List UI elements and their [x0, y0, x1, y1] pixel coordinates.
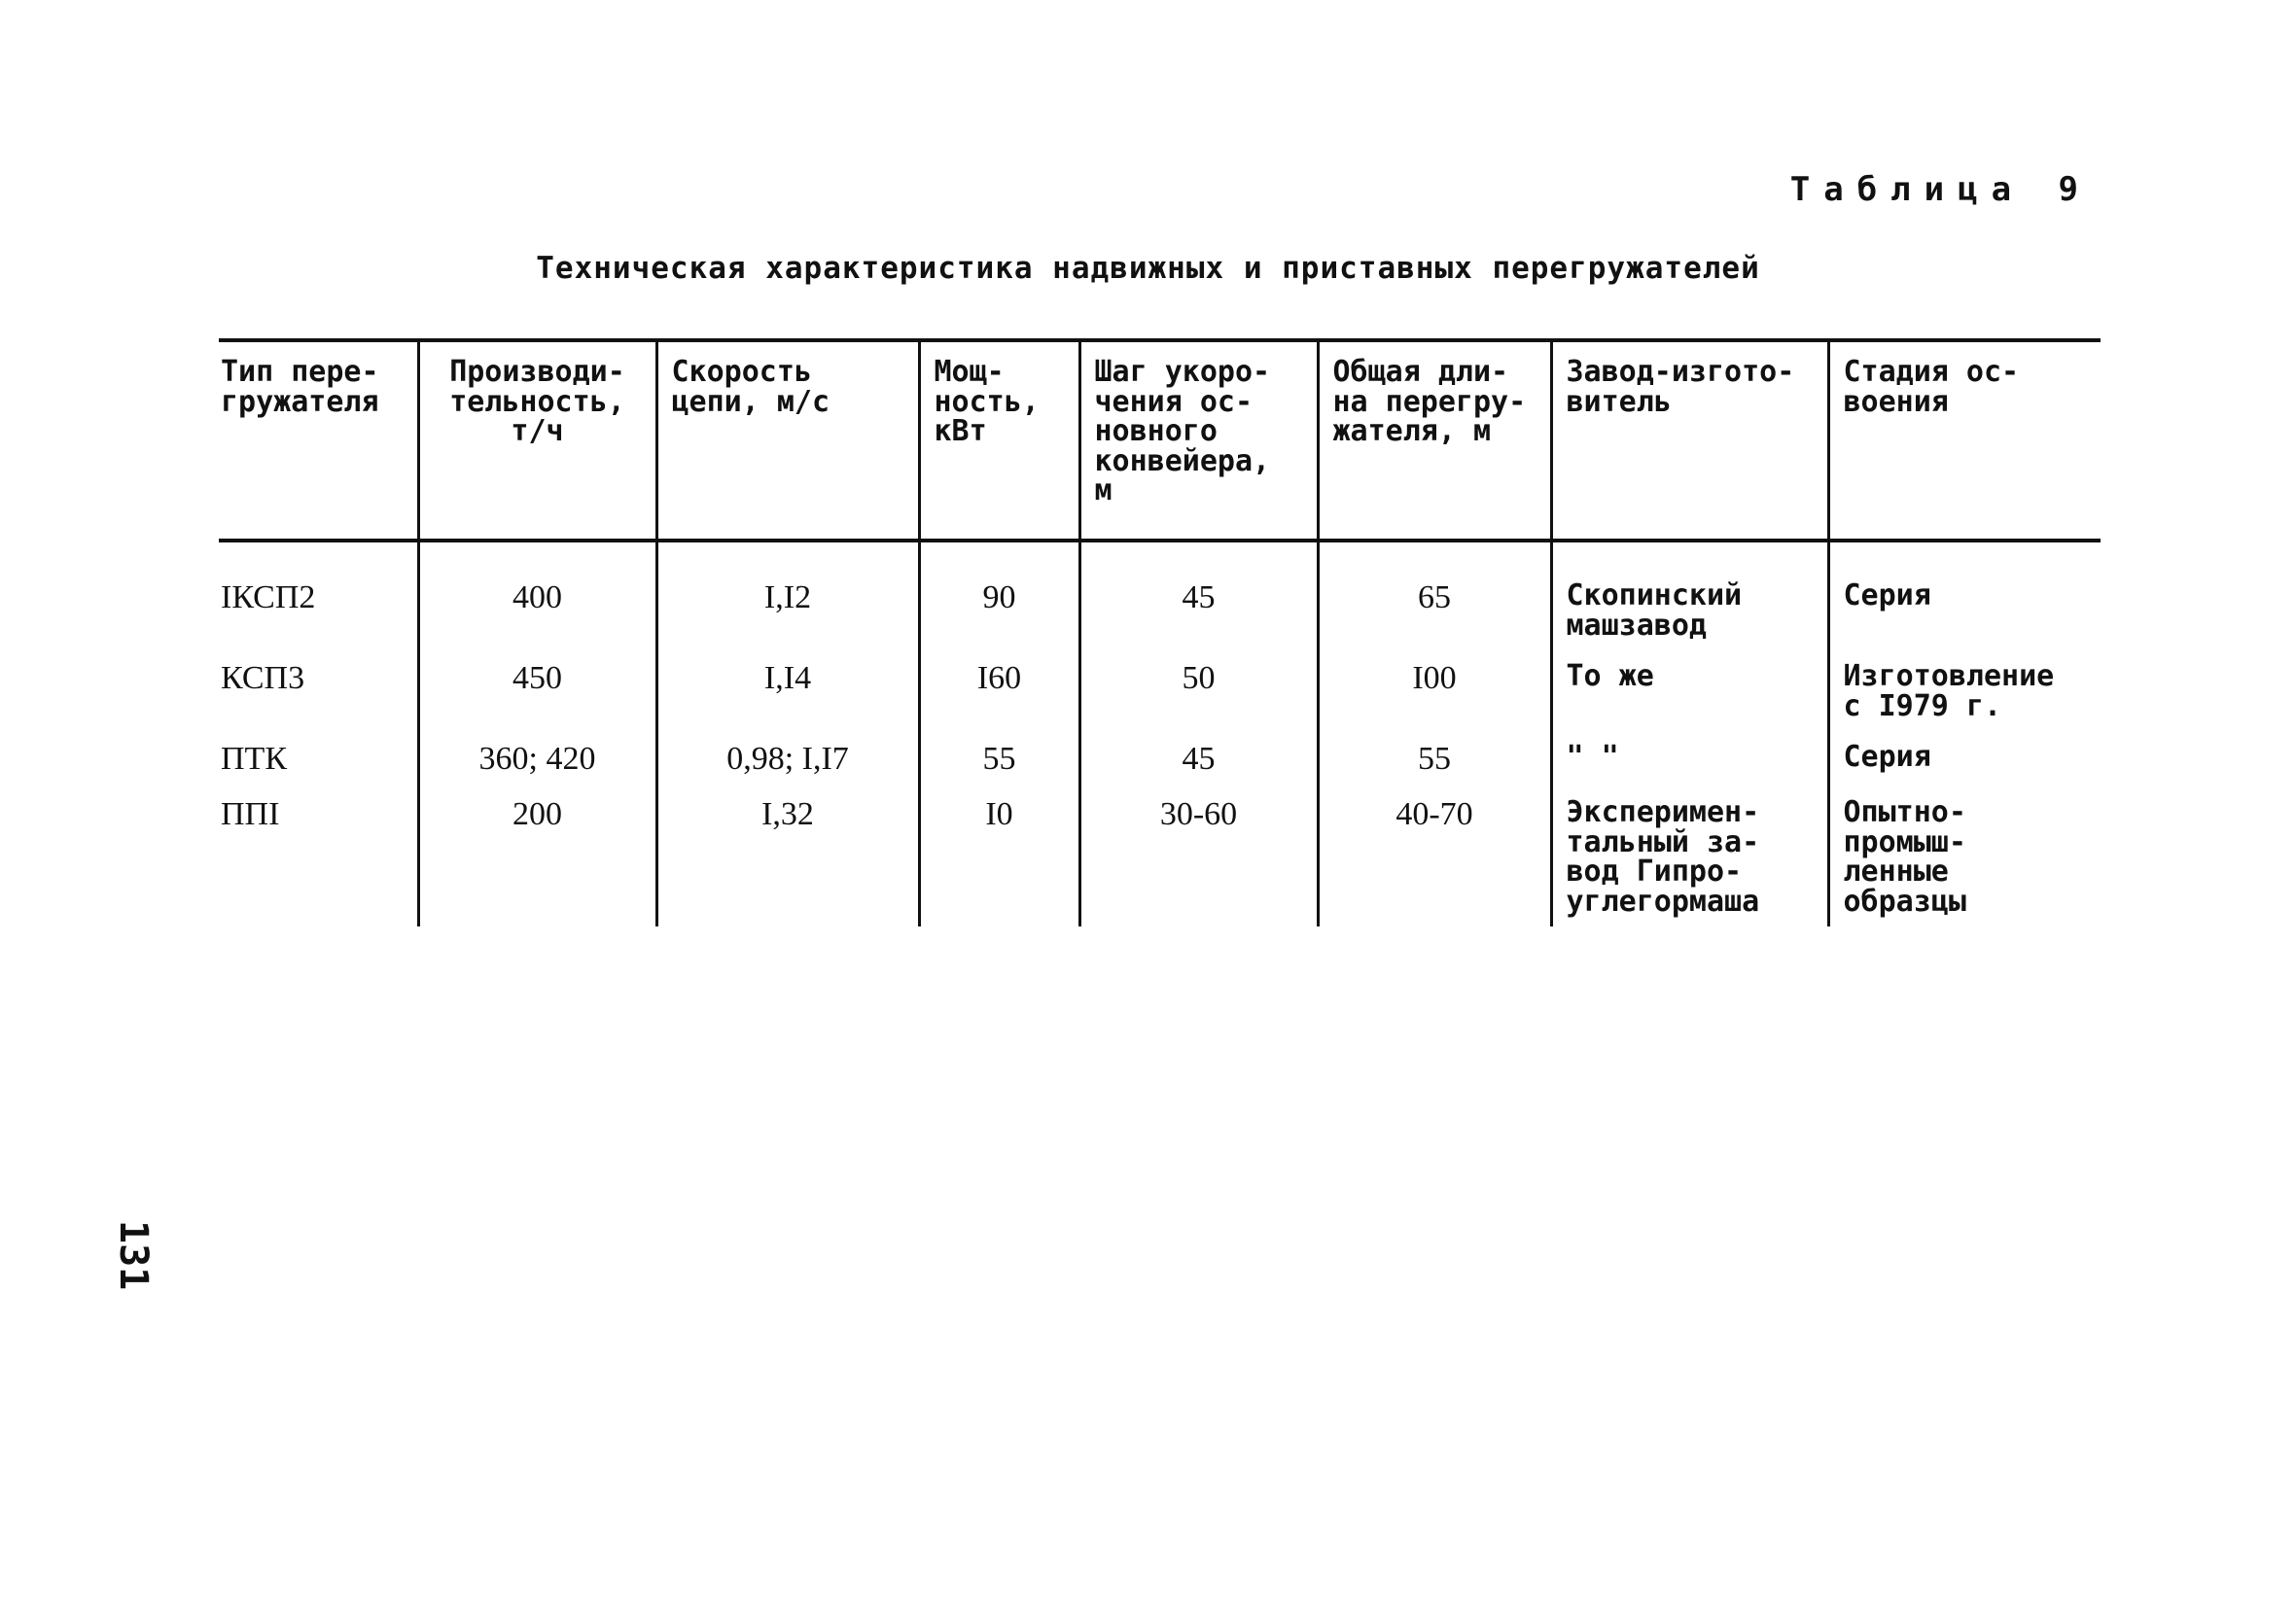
cell-chain-speed: I,I2	[656, 541, 919, 662]
header-total-length: Общая дли- на перегру- жателя, м	[1318, 340, 1551, 541]
table-row	[219, 798, 2101, 926]
cell-total-length: 40-70	[1318, 798, 1551, 926]
cell-power: I0	[919, 798, 1079, 926]
header-manufacturer: Завод-изгото- витель	[1551, 340, 1828, 541]
cell-manufacturer: Скопинский машзавод	[1551, 541, 1828, 662]
cell-shortening-step: 45	[1079, 541, 1318, 662]
cell-capacity: 400	[418, 541, 656, 662]
header-capacity: Производи- тельность, т/ч	[418, 340, 656, 541]
cell-total-length: 55	[1318, 743, 1551, 798]
cell-stage: Изготовление с I979 г.	[1828, 662, 2101, 743]
cell-chain-speed: I,32	[656, 798, 919, 926]
page-number: 131	[111, 1220, 156, 1291]
cell-type: ПТК	[221, 741, 287, 778]
cell-power: 55	[919, 743, 1079, 798]
cell-stage: Серия	[1828, 743, 2101, 798]
cell-manufacturer: То же	[1551, 662, 1828, 743]
table-title: Техническая характеристика надвижных и приставных перегружателей	[536, 251, 1760, 286]
cell-type: КСП3	[221, 660, 305, 697]
cell-manufacturer: " "	[1551, 743, 1828, 798]
cell-shortening-step: 30-60	[1079, 798, 1318, 926]
header-type: Тип пере- гружателя	[219, 340, 418, 541]
cell-capacity: 200	[418, 798, 656, 926]
header-power: Мощ- ность, кВт	[919, 340, 1079, 541]
header-stage: Стадия ос- воения	[1828, 340, 2101, 541]
spec-table	[219, 338, 2101, 926]
cell-type: ППI	[221, 796, 280, 833]
cell-power: I60	[919, 662, 1079, 743]
cell-capacity: 360; 420	[418, 743, 656, 798]
cell-chain-speed: 0,98; I,I7	[656, 743, 919, 798]
table-row	[219, 743, 2101, 798]
cell-shortening-step: 45	[1079, 743, 1318, 798]
table-number: Таблица 9	[1789, 170, 2092, 209]
cell-manufacturer: Эксперимен- тальный за- вод Гипро- углегормаша	[1551, 798, 1828, 926]
table-row	[219, 662, 2101, 743]
header-row	[219, 340, 2101, 541]
cell-type: IКСП2	[221, 579, 316, 615]
header-chain-speed: Скорость цепи, м/с	[656, 340, 919, 541]
cell-shortening-step: 50	[1079, 662, 1318, 743]
cell-capacity: 450	[418, 662, 656, 743]
cell-power: 90	[919, 541, 1079, 662]
cell-total-length: I00	[1318, 662, 1551, 743]
header-shortening-step: Шаг укоро- чения ос- новного конвейера, м	[1079, 340, 1318, 541]
cell-stage: Опытно-промыш- ленные образцы	[1828, 798, 2101, 926]
cell-total-length: 65	[1318, 541, 1551, 662]
table-row	[219, 541, 2101, 662]
cell-stage: Серия	[1828, 541, 2101, 662]
cell-chain-speed: I,I4	[656, 662, 919, 743]
